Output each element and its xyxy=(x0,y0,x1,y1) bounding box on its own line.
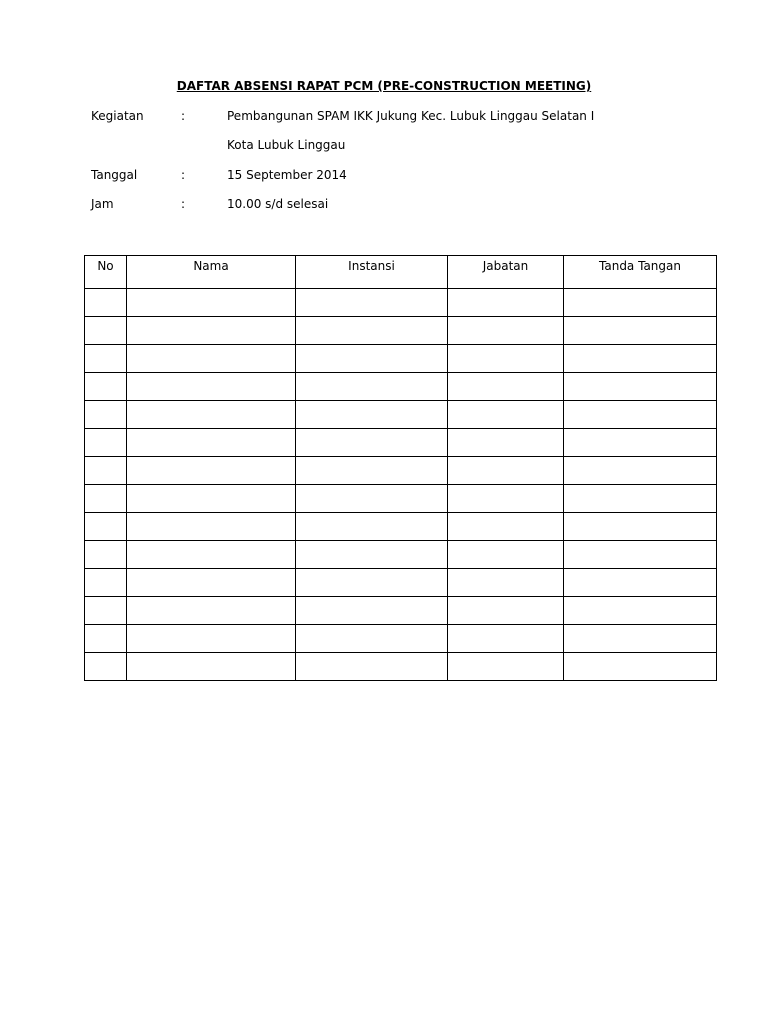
table-cell xyxy=(127,541,296,569)
header-jabatan: Jabatan xyxy=(448,256,564,289)
table-row xyxy=(85,625,717,653)
table-cell xyxy=(127,429,296,457)
table-cell xyxy=(564,289,717,317)
info-label: Jam xyxy=(91,197,114,211)
attendance-table xyxy=(84,255,717,681)
info-row-kegiatan xyxy=(0,109,768,127)
table-cell xyxy=(296,569,448,597)
table-cell xyxy=(564,569,717,597)
table-cell xyxy=(85,541,127,569)
table-cell xyxy=(85,513,127,541)
info-colon: : xyxy=(181,197,186,211)
table-cell xyxy=(448,317,564,345)
table-cell xyxy=(127,457,296,485)
table-cell xyxy=(85,625,127,653)
table-body xyxy=(85,289,717,681)
table-cell xyxy=(296,653,448,681)
table-row xyxy=(85,289,717,317)
table-cell xyxy=(564,597,717,625)
table-row xyxy=(85,485,717,513)
table-cell xyxy=(85,289,127,317)
table-cell xyxy=(296,485,448,513)
table-cell xyxy=(448,625,564,653)
table-row xyxy=(85,317,717,345)
info-row-kegiatan-continued xyxy=(0,138,768,156)
table-cell xyxy=(296,373,448,401)
header-tanda-tangan: Tanda Tangan xyxy=(564,256,717,289)
table-row xyxy=(85,541,717,569)
table-cell xyxy=(564,513,717,541)
table-cell xyxy=(448,373,564,401)
table-cell xyxy=(296,289,448,317)
table-cell xyxy=(296,457,448,485)
table-row xyxy=(85,457,717,485)
table-header-row xyxy=(85,256,717,289)
document-title: DAFTAR ABSENSI RAPAT PCM (PRE-CONSTRUCTION MEETING) xyxy=(176,79,592,93)
table-cell xyxy=(85,345,127,373)
table-cell xyxy=(564,485,717,513)
table-cell xyxy=(448,569,564,597)
table-cell xyxy=(296,429,448,457)
table-cell xyxy=(85,429,127,457)
table-cell xyxy=(448,345,564,373)
table-cell xyxy=(296,513,448,541)
info-label: Kegiatan xyxy=(91,109,144,123)
table-cell xyxy=(448,541,564,569)
table-row xyxy=(85,401,717,429)
table-cell xyxy=(296,541,448,569)
table-cell xyxy=(127,569,296,597)
table-cell xyxy=(85,597,127,625)
table-cell xyxy=(448,485,564,513)
table-row xyxy=(85,569,717,597)
table-cell xyxy=(448,289,564,317)
info-colon: : xyxy=(181,168,186,182)
table-cell xyxy=(85,373,127,401)
table-cell xyxy=(85,401,127,429)
table-row xyxy=(85,653,717,681)
table-cell xyxy=(564,345,717,373)
table-cell xyxy=(564,653,717,681)
table-cell xyxy=(564,457,717,485)
table-cell xyxy=(448,597,564,625)
table-row xyxy=(85,345,717,373)
info-value: 15 September 2014 xyxy=(227,168,347,182)
table-cell xyxy=(564,317,717,345)
table-cell xyxy=(296,401,448,429)
table-cell xyxy=(296,625,448,653)
table-cell xyxy=(564,401,717,429)
table-cell xyxy=(448,401,564,429)
table-row xyxy=(85,597,717,625)
table-cell xyxy=(296,317,448,345)
table-cell xyxy=(448,513,564,541)
table-cell xyxy=(127,597,296,625)
table-cell xyxy=(127,317,296,345)
table-row xyxy=(85,513,717,541)
table-cell xyxy=(564,541,717,569)
table-cell xyxy=(127,345,296,373)
table-cell xyxy=(296,597,448,625)
table-cell xyxy=(85,457,127,485)
info-row-jam xyxy=(0,197,768,215)
table-cell xyxy=(564,625,717,653)
table-cell xyxy=(564,429,717,457)
info-label: Tanggal xyxy=(91,168,138,182)
table-cell xyxy=(564,373,717,401)
table-cell xyxy=(296,345,448,373)
info-value: Pembangunan SPAM IKK Jukung Kec. Lubuk Linggau Selatan I xyxy=(227,109,595,123)
table-row xyxy=(85,373,717,401)
table-cell xyxy=(85,317,127,345)
info-row-tanggal xyxy=(0,168,768,186)
table-row xyxy=(85,429,717,457)
info-colon: : xyxy=(181,109,186,123)
info-value: Kota Lubuk Linggau xyxy=(227,138,346,152)
table-cell xyxy=(448,653,564,681)
info-value: 10.00 s/d selesai xyxy=(227,197,329,211)
table-cell xyxy=(127,513,296,541)
table-cell xyxy=(85,569,127,597)
table-cell xyxy=(127,289,296,317)
table-cell xyxy=(127,653,296,681)
table-cell xyxy=(127,485,296,513)
table-cell xyxy=(85,485,127,513)
header-instansi: Instansi xyxy=(296,256,448,289)
table-cell xyxy=(448,457,564,485)
table-cell xyxy=(127,373,296,401)
table-cell xyxy=(85,653,127,681)
header-no: No xyxy=(85,256,127,289)
header-nama: Nama xyxy=(127,256,296,289)
table-cell xyxy=(448,429,564,457)
table-cell xyxy=(127,625,296,653)
table-cell xyxy=(127,401,296,429)
